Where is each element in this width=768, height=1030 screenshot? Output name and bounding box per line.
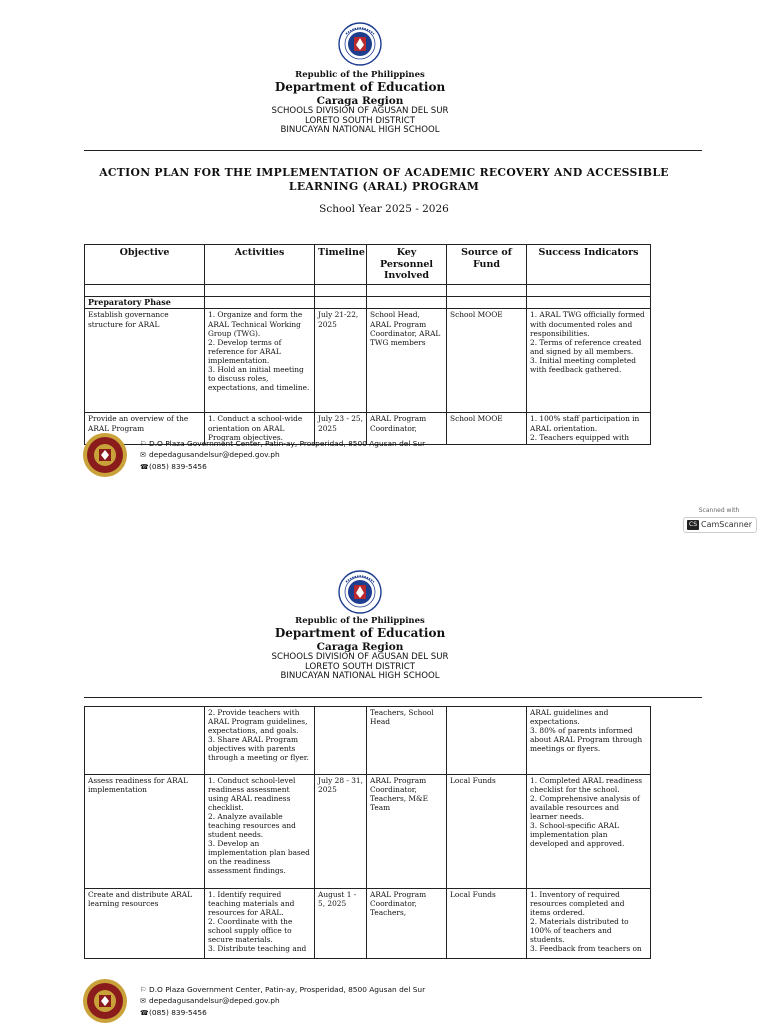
email-text: depedagusandelsur@deped.gov.ph bbox=[149, 450, 280, 459]
phone-line bbox=[140, 462, 207, 471]
address-text: D.O Plaza Government Center, Patin-ay, Prosperidad, 8500 Agusan del Sur bbox=[149, 439, 426, 448]
table-row bbox=[85, 775, 651, 889]
phone-line bbox=[140, 1008, 207, 1017]
page-footer bbox=[82, 432, 482, 484]
school-name: BINUCAYAN NATIONAL HIGH SCHOOL bbox=[280, 125, 440, 136]
phone-icon: ☎ bbox=[140, 1009, 149, 1017]
activities-cell: 1. Organize and form the ARAL Technical Working Group (TWG). 2. Develop terms of reference for ARAL implementation. 3. Hold an initial meeting to discuss roles, expectations, and timeline. bbox=[205, 309, 315, 413]
address-text: D.O Plaza Government Center, Patin-ay, Prosperidad, 8500 Agusan del Sur bbox=[149, 985, 426, 994]
phone-icon: ☎ bbox=[140, 463, 149, 471]
mail-icon: ✉ bbox=[140, 451, 146, 459]
district-name: LORETO SOUTH DISTRICT bbox=[305, 115, 415, 126]
objective-cell: Establish governance structure for ARAL bbox=[85, 309, 205, 413]
deped-seal-icon bbox=[338, 570, 382, 614]
indicators-cell: ARAL guidelines and expectations. 3. 80% of parents informed about ARAL Program through meetings or flyers. bbox=[527, 707, 651, 775]
phone-text: (085) 839-5456 bbox=[149, 462, 207, 471]
document-title bbox=[84, 166, 684, 194]
table-row bbox=[85, 707, 651, 775]
republic-label: Republic of the Philippines bbox=[295, 616, 425, 626]
phone-text: (085) 839-5456 bbox=[149, 1008, 207, 1017]
email-text: depedagusandelsur@deped.gov.ph bbox=[149, 996, 280, 1005]
division-logo-icon bbox=[82, 978, 128, 1024]
republic-label: Republic of the Philippines bbox=[295, 70, 425, 80]
table-row bbox=[85, 889, 651, 959]
column-header: Objective bbox=[85, 245, 205, 285]
location-icon: ⚐ bbox=[140, 986, 147, 994]
document-page-2 bbox=[0, 560, 768, 1024]
scanner-brand-box bbox=[683, 517, 757, 533]
column-header: Source of Fund bbox=[447, 245, 527, 285]
personnel-cell: School Head, ARAL Program Coordinator, ARAL TWG members bbox=[367, 309, 447, 413]
indicators-cell: 1. 100% staff participation in ARAL orientation. 2. Teachers equipped with bbox=[527, 413, 651, 445]
fund-cell: School MOOE bbox=[447, 309, 527, 413]
school-year: School Year 2025 - 2026 bbox=[319, 203, 449, 215]
fund-cell bbox=[447, 707, 527, 775]
camscanner-icon: CS bbox=[689, 520, 697, 528]
title-line-2: LEARNING (ARAL) PROGRAM bbox=[288, 180, 480, 194]
division-name: SCHOOLS DIVISION OF AGUSAN DEL SUR bbox=[271, 651, 449, 662]
phase-row bbox=[85, 296, 651, 309]
address-line bbox=[140, 985, 425, 994]
document-page-1 bbox=[0, 0, 768, 500]
camscanner-badge bbox=[680, 507, 758, 533]
objective-cell: Create and distribute ARAL learning resources bbox=[85, 889, 205, 959]
district-name: LORETO SOUTH DISTRICT bbox=[305, 661, 415, 672]
activities-cell: 1. Conduct school-level readiness assessment using ARAL readiness checklist. 2. Analyze available teaching resources and student needs. 3. Develop an implementation plan based on the readiness assessment findings. bbox=[205, 775, 315, 889]
action-plan-table bbox=[84, 244, 651, 445]
scanner-caption: Scanned with bbox=[698, 507, 740, 514]
email-line bbox=[140, 996, 280, 1005]
personnel-cell: ARAL Program Coordinator, bbox=[367, 413, 447, 445]
objective-cell: Assess readiness for ARAL implementation bbox=[85, 775, 205, 889]
email-line bbox=[140, 450, 280, 459]
spacer-row bbox=[85, 284, 651, 296]
letterhead bbox=[0, 617, 720, 682]
personnel-cell: ARAL Program Coordinator, Teachers, bbox=[367, 889, 447, 959]
indicators-cell: 1. ARAL TWG officially formed with documented roles and responsibilities. 2. Terms of reference created and signed by all members. 3. Initial meeting completed with feedback gathered. bbox=[527, 309, 651, 413]
school-name: BINUCAYAN NATIONAL HIGH SCHOOL bbox=[280, 671, 440, 682]
objective-cell bbox=[85, 707, 205, 775]
scanner-brand: CamScanner bbox=[701, 520, 753, 529]
department-name: Department of Education bbox=[274, 79, 446, 94]
location-icon: ⚐ bbox=[140, 440, 147, 448]
letterhead bbox=[0, 71, 720, 136]
timeline-cell bbox=[315, 707, 367, 775]
page-footer bbox=[82, 978, 482, 1030]
department-name: Department of Education bbox=[274, 625, 446, 640]
activities-cell: 1. Identify required teaching materials and resources for ARAL. 2. Coordinate with the school supply office to secure materials. 3. Distribute teaching and bbox=[205, 889, 315, 959]
division-name: SCHOOLS DIVISION OF AGUSAN DEL SUR bbox=[271, 105, 449, 116]
column-header: Key Personnel Involved bbox=[367, 245, 447, 285]
region-name: Caraga Region bbox=[316, 640, 404, 653]
action-plan-table-continued bbox=[84, 706, 651, 959]
fund-cell: School MOOE bbox=[447, 413, 527, 445]
region-name: Caraga Region bbox=[316, 94, 404, 107]
timeline-cell: August 1 - 5, 2025 bbox=[315, 889, 367, 959]
activities-cell: 2. Provide teachers with ARAL Program guidelines, expectations, and goals. 3. Share ARAL Program objectives with parents through a meeting or flyer. bbox=[205, 707, 315, 775]
title-line-1: ACTION PLAN FOR THE IMPLEMENTATION OF ACADEMIC RECOVERY AND ACCESSIBLE bbox=[99, 166, 669, 179]
personnel-cell: ARAL Program Coordinator, Teachers, M&E Team bbox=[367, 775, 447, 889]
timeline-cell: July 21-22, 2025 bbox=[315, 309, 367, 413]
fund-cell: Local Funds bbox=[447, 775, 527, 889]
indicators-cell: 1. Completed ARAL readiness checklist for the school. 2. Comprehensive analysis of available resources and learner needs. 3. School-specific ARAL implementation plan developed and approved. bbox=[527, 775, 651, 889]
address-line bbox=[140, 439, 425, 448]
column-header: Success Indicators bbox=[527, 245, 651, 285]
deped-seal-icon bbox=[338, 22, 382, 66]
timeline-cell: July 23 - 25, 2025 bbox=[315, 413, 367, 445]
activities-cell: 1. Conduct a school-wide orientation on ARAL Program objectives. bbox=[205, 413, 315, 445]
division-logo-icon bbox=[82, 432, 128, 478]
timeline-cell: July 28 - 31, 2025 bbox=[315, 775, 367, 889]
objective-cell: Provide an overview of the ARAL Program bbox=[85, 413, 205, 445]
header-divider bbox=[84, 697, 702, 698]
indicators-cell: 1. Inventory of required resources completed and items ordered. 2. Materials distributed to 100% of teachers and students. 3. Feedback from teachers on bbox=[527, 889, 651, 959]
fund-cell: Local Funds bbox=[447, 889, 527, 959]
column-header: Timeline bbox=[315, 245, 367, 285]
phase-label: Preparatory Phase bbox=[85, 296, 205, 309]
mail-icon: ✉ bbox=[140, 997, 146, 1005]
column-header: Activities bbox=[205, 245, 315, 285]
table-row bbox=[85, 309, 651, 413]
header-divider bbox=[84, 150, 702, 151]
table-header-row bbox=[85, 245, 651, 285]
personnel-cell: Teachers, School Head bbox=[367, 707, 447, 775]
